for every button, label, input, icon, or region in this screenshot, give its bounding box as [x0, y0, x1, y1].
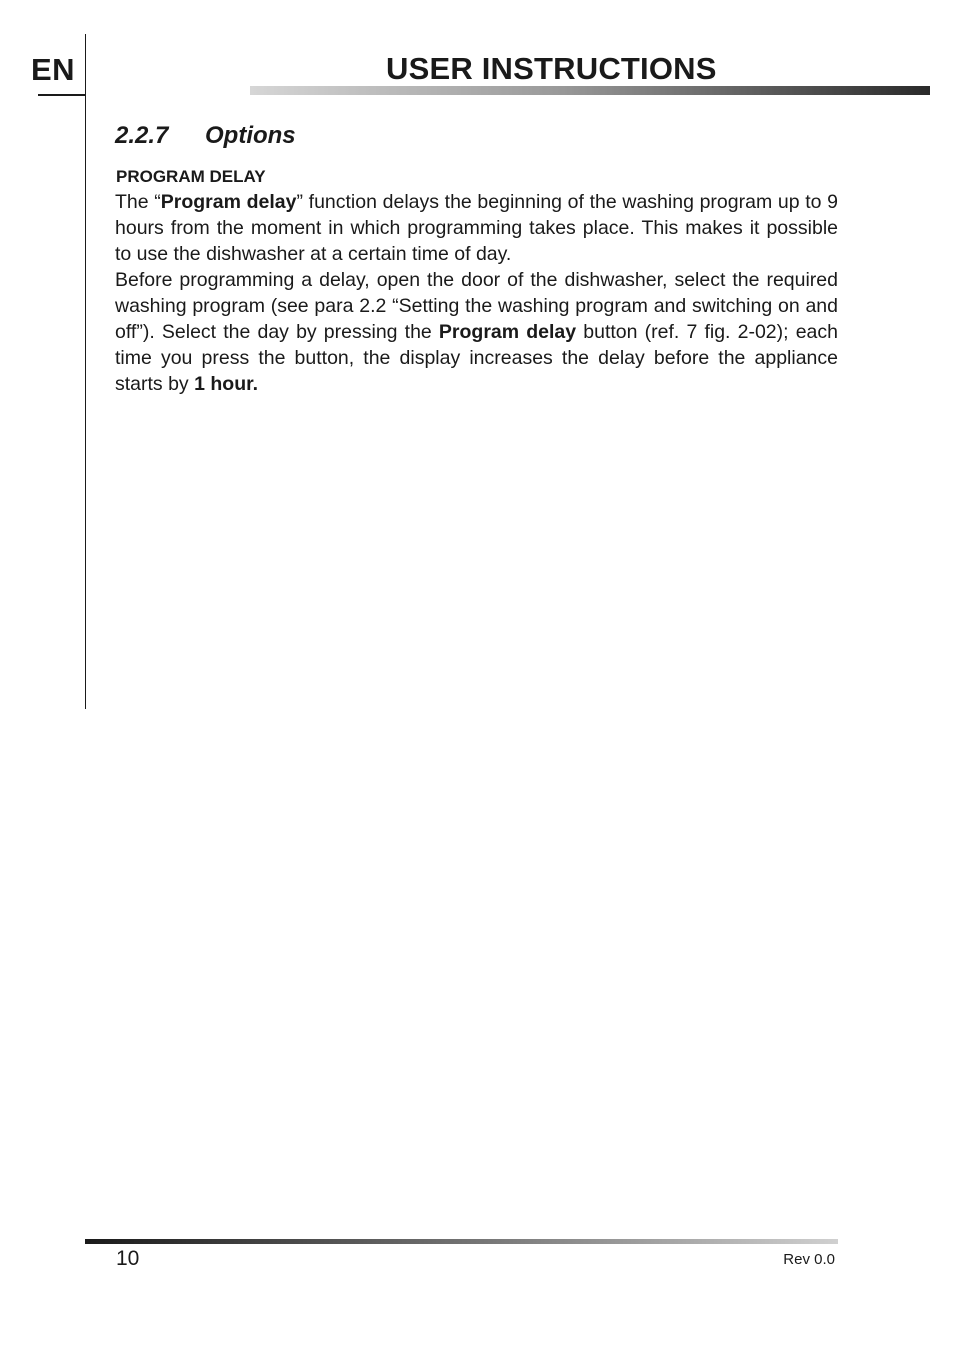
paragraph-text: The “ [115, 191, 161, 213]
paragraph-text: button (ref. 7 fig. 2-02); each time you press the button, the display increases the delay before the appliance starts by [115, 321, 838, 395]
bold-term: 1 hour. [194, 373, 259, 395]
footer-gradient-bar [85, 1239, 838, 1244]
revision-label: Rev 0.0 [783, 1251, 835, 1268]
left-margin-rule [85, 34, 86, 709]
section-title: Options [205, 122, 296, 149]
language-code: EN [31, 52, 76, 87]
language-code-underline [38, 94, 86, 96]
paragraph-text: Before programming a delay, open the door of the dishwasher, select the required washing program (see para 2.2 “Setting the washing program and switching on and off”). Select the day by pressing the [115, 269, 838, 343]
bold-term: Program delay [438, 321, 577, 343]
paragraph-program-delay-steps [115, 267, 838, 397]
body-text [115, 189, 838, 397]
section-heading [115, 121, 296, 151]
section-number: 2.2.7 [115, 122, 169, 149]
header-gradient-bar [250, 86, 930, 95]
paragraph-program-delay-intro [115, 189, 838, 267]
program-delay-subheading: PROGRAM DELAY [116, 167, 266, 186]
page-number: 10 [116, 1247, 140, 1270]
bold-term: Program delay [160, 191, 297, 213]
page-header-title: USER INSTRUCTIONS [386, 51, 717, 86]
paragraph-text: ” function delays the beginning of the washing program up to 9 hours from the moment in which programming takes place. This makes it possible to use the dishwasher at a certain time of day. [115, 191, 839, 265]
